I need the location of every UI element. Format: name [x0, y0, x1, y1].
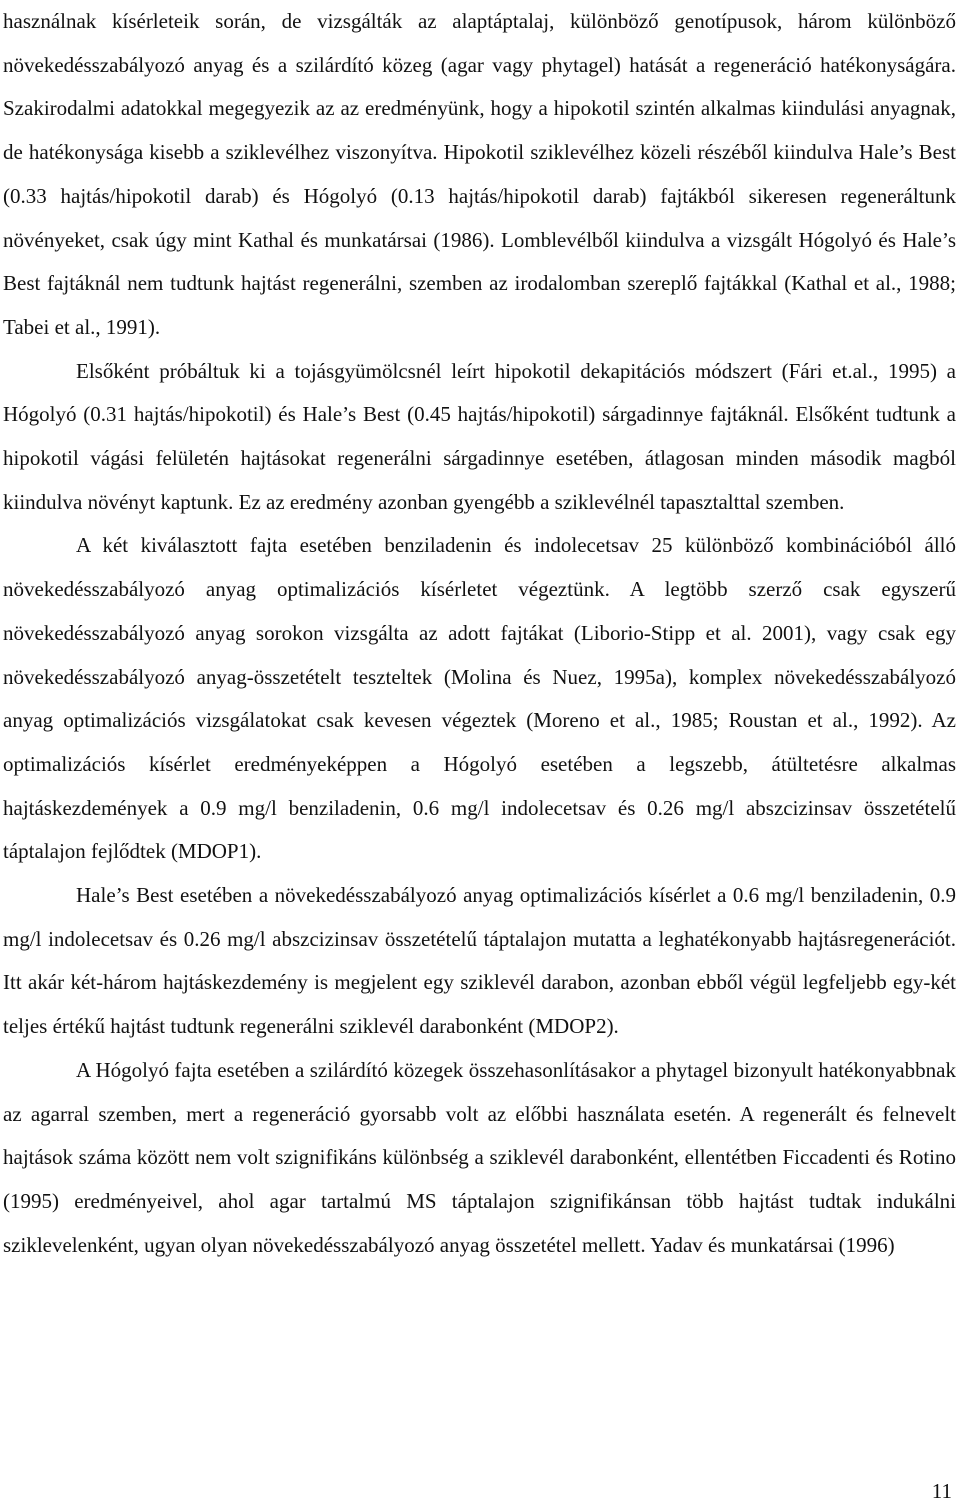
paragraph-2: Elsőként próbáltuk ki a tojásgyümölcsnél leírt hipokotil dekapitációs módszert (Fári et.al., 1995) a Hógolyó (0.31 hajtás/hipokotil) és Hale’s Best (0.45 hajtás/hipokotil) sárgadinnye fajtáknál. Elsőként tudtunk a hipokotil vágási felületén hajtásokat regenerálni sárgadinnye esetében, átlagosan minden második magból kiindulva növényt kaptunk. Ez az eredmény azonban gyengébb a sziklevélnél tapasztalttal szemben.: [3, 358, 956, 514]
paragraph-3: A két kiválasztott fajta esetében benziladenin és indolecetsav 25 különböző kombinációból álló növekedésszabályozó anyag optimalizációs kísérletet végeztünk. A legtöbb szerző csak egyszerű növekedésszabályozó anyag sorokon vizsgálta az adott fajtákat (Liborio-Stipp et al. 2001), vagy csak egy növekedésszabályozó anyag-összetételt teszteltek (Molina és Nuez, 1995a), komplex növekedésszabályozó anyag optimalizációs vizsgálatokat csak kevesen végeztek (Moreno et al., 1985; Roustan et al., 1992). Az optimalizációs kísérlet eredményeképpen a Hógolyó esetében a legszebb, átültetésre alkalmas hajtáskezdemények a 0.9 mg/l benziladenin, 0.6 mg/l indolecetsav és 0.26 mg/l abszcizinsav összetételű táptalajon fejlődtek (MDOP1).: [3, 533, 956, 864]
paragraph-5: A Hógolyó fajta esetében a szilárdító közegek összehasonlításakor a phytagel bizonyult hatékonyabbnak az agarral szemben, mert a regeneráció gyorsabb volt az előbbi használata esetén. A regenerált és felnevelt hajtások száma között nem volt szignifikáns különbség a sziklevél darabonként, ellentétben Ficcadenti és Rotino (1995) eredményeivel, ahol agar tartalmú MS táptalajon szignifikánsan több hajtást tudtak indukálni sziklevelenként, ugyan olyan növekedésszabályozó anyag összetétel mellett. Yadav és munkatársai (1996): [3, 1057, 956, 1257]
body-text: [3, 0, 956, 1267]
paragraph-1: használnak kísérleteik során, de vizsgálták az alaptáptalaj, különböző genotípusok, három különböző növekedésszabályozó anyag és a szilárdító közeg (agar vagy phytagel) hatását a regeneráció hatékonyságára. Szakirodalmi adatokkal megegyezik az az eredményünk, hogy a hipokotil szintén alkalmas kiindulási anyagnak, de hatékonysága kisebb a sziklevélhez viszonyítva. Hipokotil sziklevélhez közeli részéből kiindulva Hale’s Best (0.33 hajtás/hipokotil darab) és Hógolyó (0.13 hajtás/hipokotil darab) fajtákból sikeresen regeneráltunk növényeket, csak úgy mint Kathal és munkatársai (1986). Lomblevélből kiindulva a vizsgált Hógolyó és Hale’s Best fajtáknál nem tudtunk hajtást regenerálni, szemben az irodalomban szereplő fajtákkal (Kathal et al., 1988; Tabei et al., 1991).: [3, 9, 956, 339]
paragraph-4: Hale’s Best esetében a növekedésszabályozó anyag optimalizációs kísérlet a 0.6 mg/l benziladenin, 0.9 mg/l indolecetsav és 0.26 mg/l abszcizinsav összetételű táptalajon mutatta a leghatékonyabb hajtásregenerációt. Itt akár két-három hajtáskezdemény is megjelent egy sziklevél darabon, azonban ebből végül legfeljebb egy-két teljes értékű hajtást tudtunk regenerálni sziklevél darabonként (MDOP2).: [3, 883, 956, 1039]
page-number: 11: [931, 1479, 952, 1503]
